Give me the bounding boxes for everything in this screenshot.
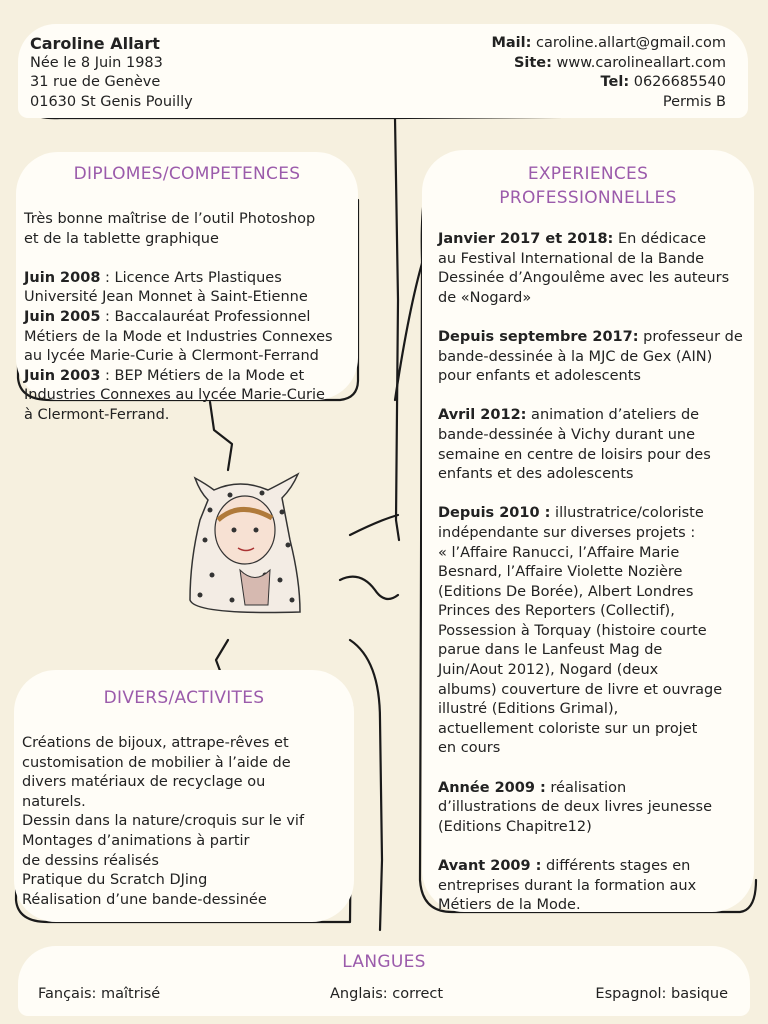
character-illustration — [190, 474, 300, 613]
activity-line: naturels. — [22, 793, 86, 810]
exp-text: animation d’ateliers de — [526, 407, 700, 424]
exp-text: entreprises durant la formation aux — [438, 877, 697, 894]
mail-line — [491, 34, 726, 54]
diplomes-panel — [16, 152, 358, 423]
exp-text: réalisation — [545, 779, 627, 796]
exp-text: Juin/Aout 2012), Nogard (deux — [438, 662, 659, 679]
experiences-title-line-1: EXPERIENCES — [527, 164, 649, 184]
exp-text: actuellement coloriste sur un projet — [438, 720, 698, 737]
exp-text: Possession à Torquay (histoire courte — [438, 622, 707, 639]
skill-line-2: et de la tablette graphique — [24, 230, 219, 247]
activity-line: Pratique du Scratch DJing — [22, 872, 208, 889]
activity-line: customisation de mobilier à l’aide de — [22, 754, 291, 771]
address-street: 31 rue de Genève — [30, 74, 161, 91]
activity-line: de dessins réalisés — [22, 852, 159, 869]
divers-panel — [14, 670, 354, 922]
diploma-date: Juin 2003 — [24, 367, 101, 384]
exp-entry-2010 — [438, 504, 743, 524]
diploma-text: : BEP Métiers de la Mode et — [100, 367, 305, 384]
activity-line: divers matériaux de recyclage ou — [22, 774, 266, 791]
diploma-2005 — [24, 308, 333, 328]
activity-line: Dessin dans la nature/croquis sur le vif — [22, 813, 305, 830]
activity-line: Réalisation d’une bande-dessinée — [22, 891, 267, 908]
diploma-2008-school: Université Jean Monnet à Saint-Etienne — [24, 289, 308, 306]
exp-text: de «Nogard» — [438, 289, 532, 306]
candidate-name: Caroline Allart — [30, 34, 160, 53]
diploma-2005-line3: au lycée Marie-Curie à Clermont-Ferrand — [24, 348, 319, 365]
activity-line: Montages d’animations à partir — [22, 832, 250, 849]
exp-text: différents stages en — [541, 858, 691, 874]
langues-panel — [18, 946, 750, 1016]
exp-text: (Editions De Borée), Albert Londres — [438, 583, 694, 600]
exp-text: « l’Affaire Ranucci, l’Affaire Marie — [438, 544, 680, 561]
skill-line-1: Très bonne maîtrise de l’outil Photoshop — [24, 211, 316, 227]
exp-text: en cours — [438, 740, 501, 757]
exp-text: illustré (Editions Grimal), — [438, 701, 619, 718]
diploma-date: Juin 2005 — [24, 308, 101, 325]
exp-date: Depuis 2010 : — [438, 505, 551, 522]
diplomes-title: DIPLOMES/COMPETENCES — [73, 164, 301, 184]
exp-text: au Festival International de la Bande — [438, 250, 705, 267]
birth-date: Née le 8 Juin 1983 — [30, 54, 163, 71]
language-english: Anglais: correct — [330, 986, 444, 1002]
exp-text: pour enfants et adolescents — [438, 368, 641, 385]
activity-line: Créations de bijoux, attrape-rêves et — [22, 735, 289, 751]
tel-line — [491, 73, 726, 93]
diploma-2003-line2: Industries Connexes au lycée Marie-Curie — [24, 387, 325, 404]
exp-date: Janvier 2017 et 2018: — [438, 231, 614, 247]
exp-text: d’illustrations de deux livres jeunesse — [438, 799, 712, 816]
diploma-2003-line3: à Clermont-Ferrand. — [24, 406, 170, 423]
address-city: 01630 St Genis Pouilly — [30, 93, 193, 110]
exp-text: Dessinée d’Angoulême avec les auteurs — [438, 270, 730, 287]
exp-date: Année 2009 : — [438, 779, 546, 796]
exp-text: Métiers de la Mode. — [438, 897, 581, 914]
exp-text: enfants et des adolescents — [438, 466, 634, 483]
diploma-2003 — [24, 367, 333, 387]
exp-text: Princes des Reporters (Collectif), — [438, 603, 675, 620]
exp-date: Depuis septembre 2017: — [438, 328, 639, 345]
exp-text: illustratrice/coloriste — [550, 505, 704, 522]
exp-text: professeur de — [638, 328, 743, 345]
site-value[interactable]: www.carolineallart.com — [551, 54, 726, 71]
exp-date: Avril 2012: — [438, 407, 527, 424]
mail-value[interactable]: caroline.allart@gmail.com — [531, 35, 726, 51]
divers-title: DIVERS/ACTIVITES — [103, 688, 265, 708]
diploma-text: : Baccalauréat Professionnel — [100, 308, 311, 325]
exp-entry-2017 — [438, 328, 743, 348]
experiences-panel — [422, 150, 754, 912]
tel-value: 0626685540 — [629, 74, 726, 91]
exp-text: bande-dessinée à Vichy durant une — [438, 426, 696, 443]
diploma-2008 — [24, 269, 333, 289]
site-line — [491, 54, 726, 74]
language-french: Fançais: maîtrisé — [38, 986, 161, 1002]
exp-text: parue dans le Lanfeust Mag de — [438, 642, 663, 659]
exp-entry-before-2009 — [438, 857, 743, 877]
site-label: Site: — [513, 54, 552, 71]
exp-entry-2012 — [438, 406, 743, 426]
exp-entry-2009 — [438, 779, 743, 799]
mail-label: Mail: — [491, 35, 532, 51]
language-spanish: Espagnol: basique — [595, 986, 728, 1002]
langues-title: LANGUES — [342, 952, 426, 972]
exp-date: Avant 2009 : — [438, 858, 542, 874]
exp-text: En dédicace — [613, 231, 707, 247]
exp-text: (Editions Chapitre12) — [438, 818, 592, 835]
exp-text: albums) couverture de livre et ouvrage — [438, 681, 723, 698]
header-panel — [18, 24, 748, 118]
exp-text: bande-dessinée à la MJC de Gex (AIN) — [438, 348, 713, 365]
experiences-title — [422, 162, 754, 210]
exp-text: semaine en centre de loisirs pour des — [438, 446, 711, 463]
tel-label: Tel: — [600, 74, 630, 91]
exp-entry-2017-2018 — [438, 230, 743, 250]
diploma-date: Juin 2008 — [24, 269, 101, 286]
exp-text: indépendante sur diverses projets : — [438, 524, 696, 541]
experiences-title-line-2: PROFESSIONNELLES — [499, 188, 677, 208]
exp-text: Besnard, l’Affaire Violette Nozière — [438, 564, 683, 581]
permis: Permis B — [662, 93, 726, 110]
diploma-2005-line2: Métiers de la Mode et Industries Connexes — [24, 328, 333, 345]
diploma-text: : Licence Arts Plastiques — [100, 269, 282, 286]
